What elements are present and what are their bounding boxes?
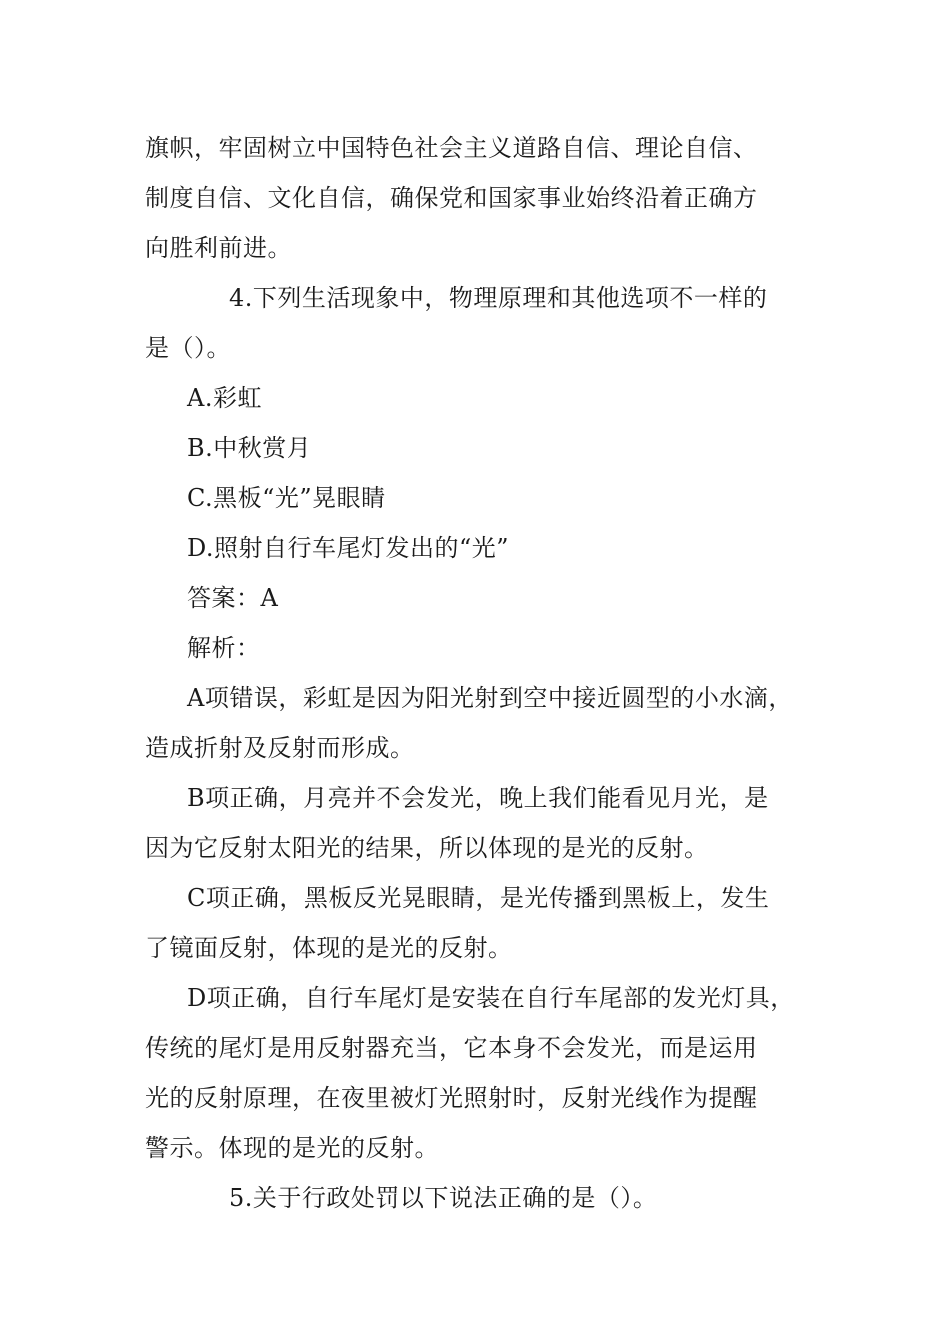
- analysis-d: D项正确，自行车尾灯是安装在自行车尾部的发光灯具，: [187, 984, 795, 1012]
- analysis-a: A项错误，彩虹是因为阳光射到空中接近圆型的小水滴，: [187, 684, 793, 712]
- option-a: A.彩虹: [187, 384, 262, 412]
- question-4-stem: 4.下列生活现象中，物理原理和其他选项不一样的: [229, 284, 768, 312]
- paragraph-line: 向胜利前进。: [145, 234, 292, 262]
- analysis-d-continued: 警示。体现的是光的反射。: [145, 1134, 439, 1162]
- option-d: D.照射自行车尾灯发出的“光”: [187, 534, 510, 562]
- analysis-d-continued: 传统的尾灯是用反射器充当，它本身不会发光，而是运用: [145, 1034, 758, 1062]
- paragraph-line: 旗帜，牢固树立中国特色社会主义道路自信、理论自信、: [145, 134, 758, 162]
- option-c: C.黑板“光”晃眼睛: [187, 484, 386, 512]
- analysis-heading: 解析：: [187, 634, 261, 662]
- analysis-a-continued: 造成折射及反射而形成。: [145, 734, 415, 762]
- option-b: B.中秋赏月: [187, 434, 312, 462]
- analysis-c-continued: 了镜面反射，体现的是光的反射。: [145, 934, 513, 962]
- analysis-d-continued: 光的反射原理，在夜里被灯光照射时，反射光线作为提醒: [145, 1084, 758, 1112]
- paragraph-line: 制度自信、文化自信，确保党和国家事业始终沿着正确方: [145, 184, 758, 212]
- analysis-c: C项正确，黑板反光晃眼睛，是光传播到黑板上，发生: [187, 884, 770, 912]
- analysis-b-continued: 因为它反射太阳光的结果，所以体现的是光的反射。: [145, 834, 709, 862]
- analysis-b: B项正确，月亮并不会发光，晚上我们能看见月光，是: [187, 784, 769, 812]
- question-5-stem: 5.关于行政处罚以下说法正确的是（）。: [229, 1184, 658, 1212]
- question-4-stem-continued: 是（）。: [145, 334, 231, 362]
- answer-line: 答案：A: [187, 584, 279, 612]
